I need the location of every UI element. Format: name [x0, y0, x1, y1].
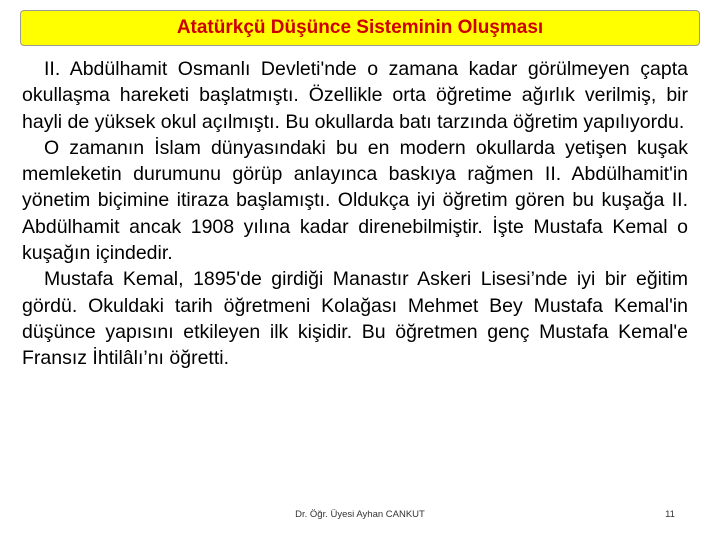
slide-title: Atatürkçü Düşünce Sisteminin Oluşması — [176, 17, 544, 38]
paragraph-abdulhamit-schools: II. Abdülhamit Osmanlı Devleti'nde o zamana kadar görülmeyen çapta okullaşma hareketi başlatmıştı. Özellikle orta öğretime ağırlık verilmiş, bir hayli de yüksek okul açılmıştı. Bu okullarda batı tarzında öğretim yapılıyordu. — [22, 58, 688, 133]
footer-author: Dr. Öğr. Üyesi Ayhan CANKUT — [295, 509, 425, 520]
page-number: 11 — [665, 509, 675, 520]
paragraph-new-generation: O zamanın İslam dünyasındaki bu en modern okullarda yetişen kuşak memleketin durumunu görüp anlayınca baskıya rağmen II. Abdülhamit'in yönetim biçimine itiraza başlamıştı. Oldukça iyi öğretim gören bu kuşağa II. Abdülhamit ancak 1908 yılına kadar direnebilmiştir. İşte Mustafa Kemal o kuşağın içindedir. — [22, 136, 688, 265]
paragraph-manastir-school: Mustafa Kemal, 1895'de girdiği Manastır Askeri Lisesi’nde iyi bir eğitim gördü. Okuldaki tarih öğretmeni Kolağası Mehmet Bey Mustafa Kemal'in düşünce yapısını etkileyen ilk kişidir. Bu öğretmen genç Mustafa Kemal'e Fransız İhtilâlı’nı öğretti. — [22, 268, 688, 370]
slide-body — [22, 56, 688, 372]
slide-title-bar — [20, 10, 700, 46]
